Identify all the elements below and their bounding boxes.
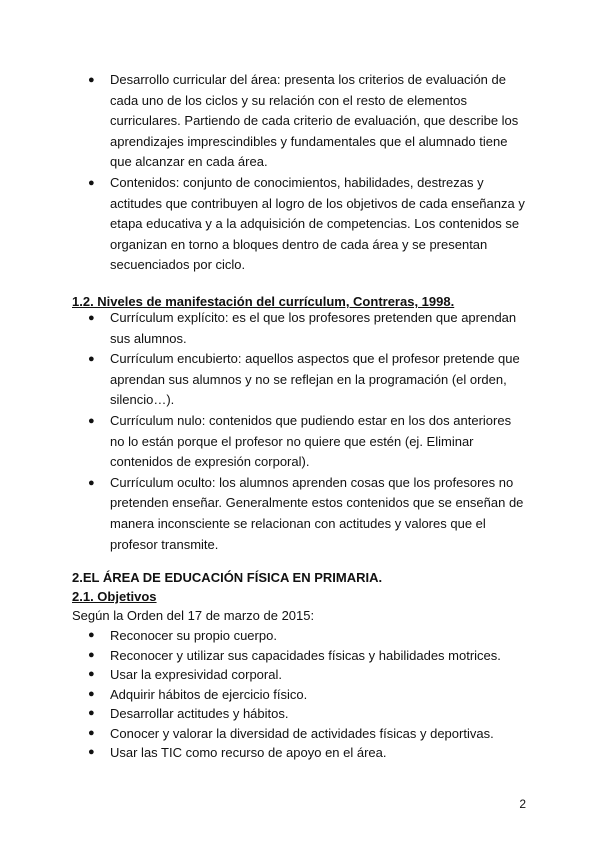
list-item-text: Conocer y valorar la diversidad de actividades físicas y deportivas. [110,725,494,741]
bullet-icon: ● [88,353,95,366]
bullet-icon: ● [88,687,95,700]
list-item-text: Currículum nulo: contenidos que pudiendo estar en los dos anteriores no lo están porque el profesor no quiere que estén (ej. Eliminar contenidos de expresión corporal). [110,412,512,470]
list-item-text: Desarrollar actitudes y hábitos. [110,706,289,721]
list-item [86,685,526,705]
list-item-text: Desarrollo curricular del área: presenta los criterios de evaluación de cada uno de los ciclos y su relación con el resto de elementos curriculares. Partiendo de cada criterio de evaluación, que describe los aprendizajes imprescindibles y fundamentales que el alumnado tiene que alcanzar en cada área. [110,72,519,170]
list-item [86,411,526,473]
bullet-icon: ● [88,629,95,641]
bullet-icon: ● [88,668,95,680]
list-item [86,724,526,744]
bullet-icon: ● [88,74,95,86]
list-item [86,626,526,646]
list-item [86,473,526,555]
bullet-icon: ● [88,726,95,739]
objectives-intro: Según la Orden del 17 de marzo de 2015: [72,608,315,623]
bullet-icon: ● [88,746,95,758]
curriculum-levels-list [86,308,526,555]
bullet-icon: ● [88,176,95,189]
list-item-text: Usar la expresividad corporal. [110,667,282,682]
bullet-icon: ● [88,476,95,489]
list-item [86,646,526,666]
list-item-text: Usar las TIC como recurso de apoyo en el área. [110,745,387,760]
list-item [86,743,526,763]
list-item-text: Currículum explícito: es el que los profesores pretenden que aprendan sus alumnos. [110,310,517,346]
list-item [86,173,526,276]
list-item [86,665,526,685]
bullet-icon: ● [88,707,95,719]
list-item-text: Currículum encubierto: aquellos aspectos que el profesor pretende que aprendan sus alumnos y no se reflejan en la programación (el orden, silencio…). [110,351,520,408]
list-item [86,70,526,173]
list-item-text: Reconocer su propio cuerpo. [110,628,277,643]
section-heading-niveles: 1.2. Niveles de manifestación del currículum, Contreras, 1998. [72,294,455,309]
list-item-text: Adquirir hábitos de ejercicio físico. [110,686,308,702]
list-item-text: Reconocer y utilizar sus capacidades físicas y habilidades motrices. [110,647,501,663]
list-item [86,308,526,349]
list-item [86,349,526,411]
list-item-text: Contenidos: conjunto de conocimientos, habilidades, destrezas y actitudes que contribuyen al logro de los objetivos de cada enseñanza y etapa educativa y a la adquisición de competencias. Los contenidos se organizan en torno a bloques dentro de cada área y se presentan secuenciados por ciclo. [110,174,525,273]
list-item [86,704,526,724]
chapter-heading-educacion-fisica: 2.EL ÁREA DE EDUCACIÓN FÍSICA EN PRIMARIA. [72,570,383,585]
list-item-text: Currículum oculto: los alumnos aprenden cosas que los profesores no pretenden enseñar. Generalmente estos contenidos que se enseñan de manera inconsciente se relacionan con actitudes y valores que el profesor transmite. [110,474,524,552]
section-heading-objetivos: 2.1. Objetivos [72,589,157,604]
objectives-list [86,626,526,763]
curriculum-elements-list [86,70,526,276]
bullet-icon: ● [88,414,95,427]
bullet-icon: ● [88,648,95,661]
page-number: 2 [519,797,526,811]
bullet-icon: ● [88,312,95,324]
